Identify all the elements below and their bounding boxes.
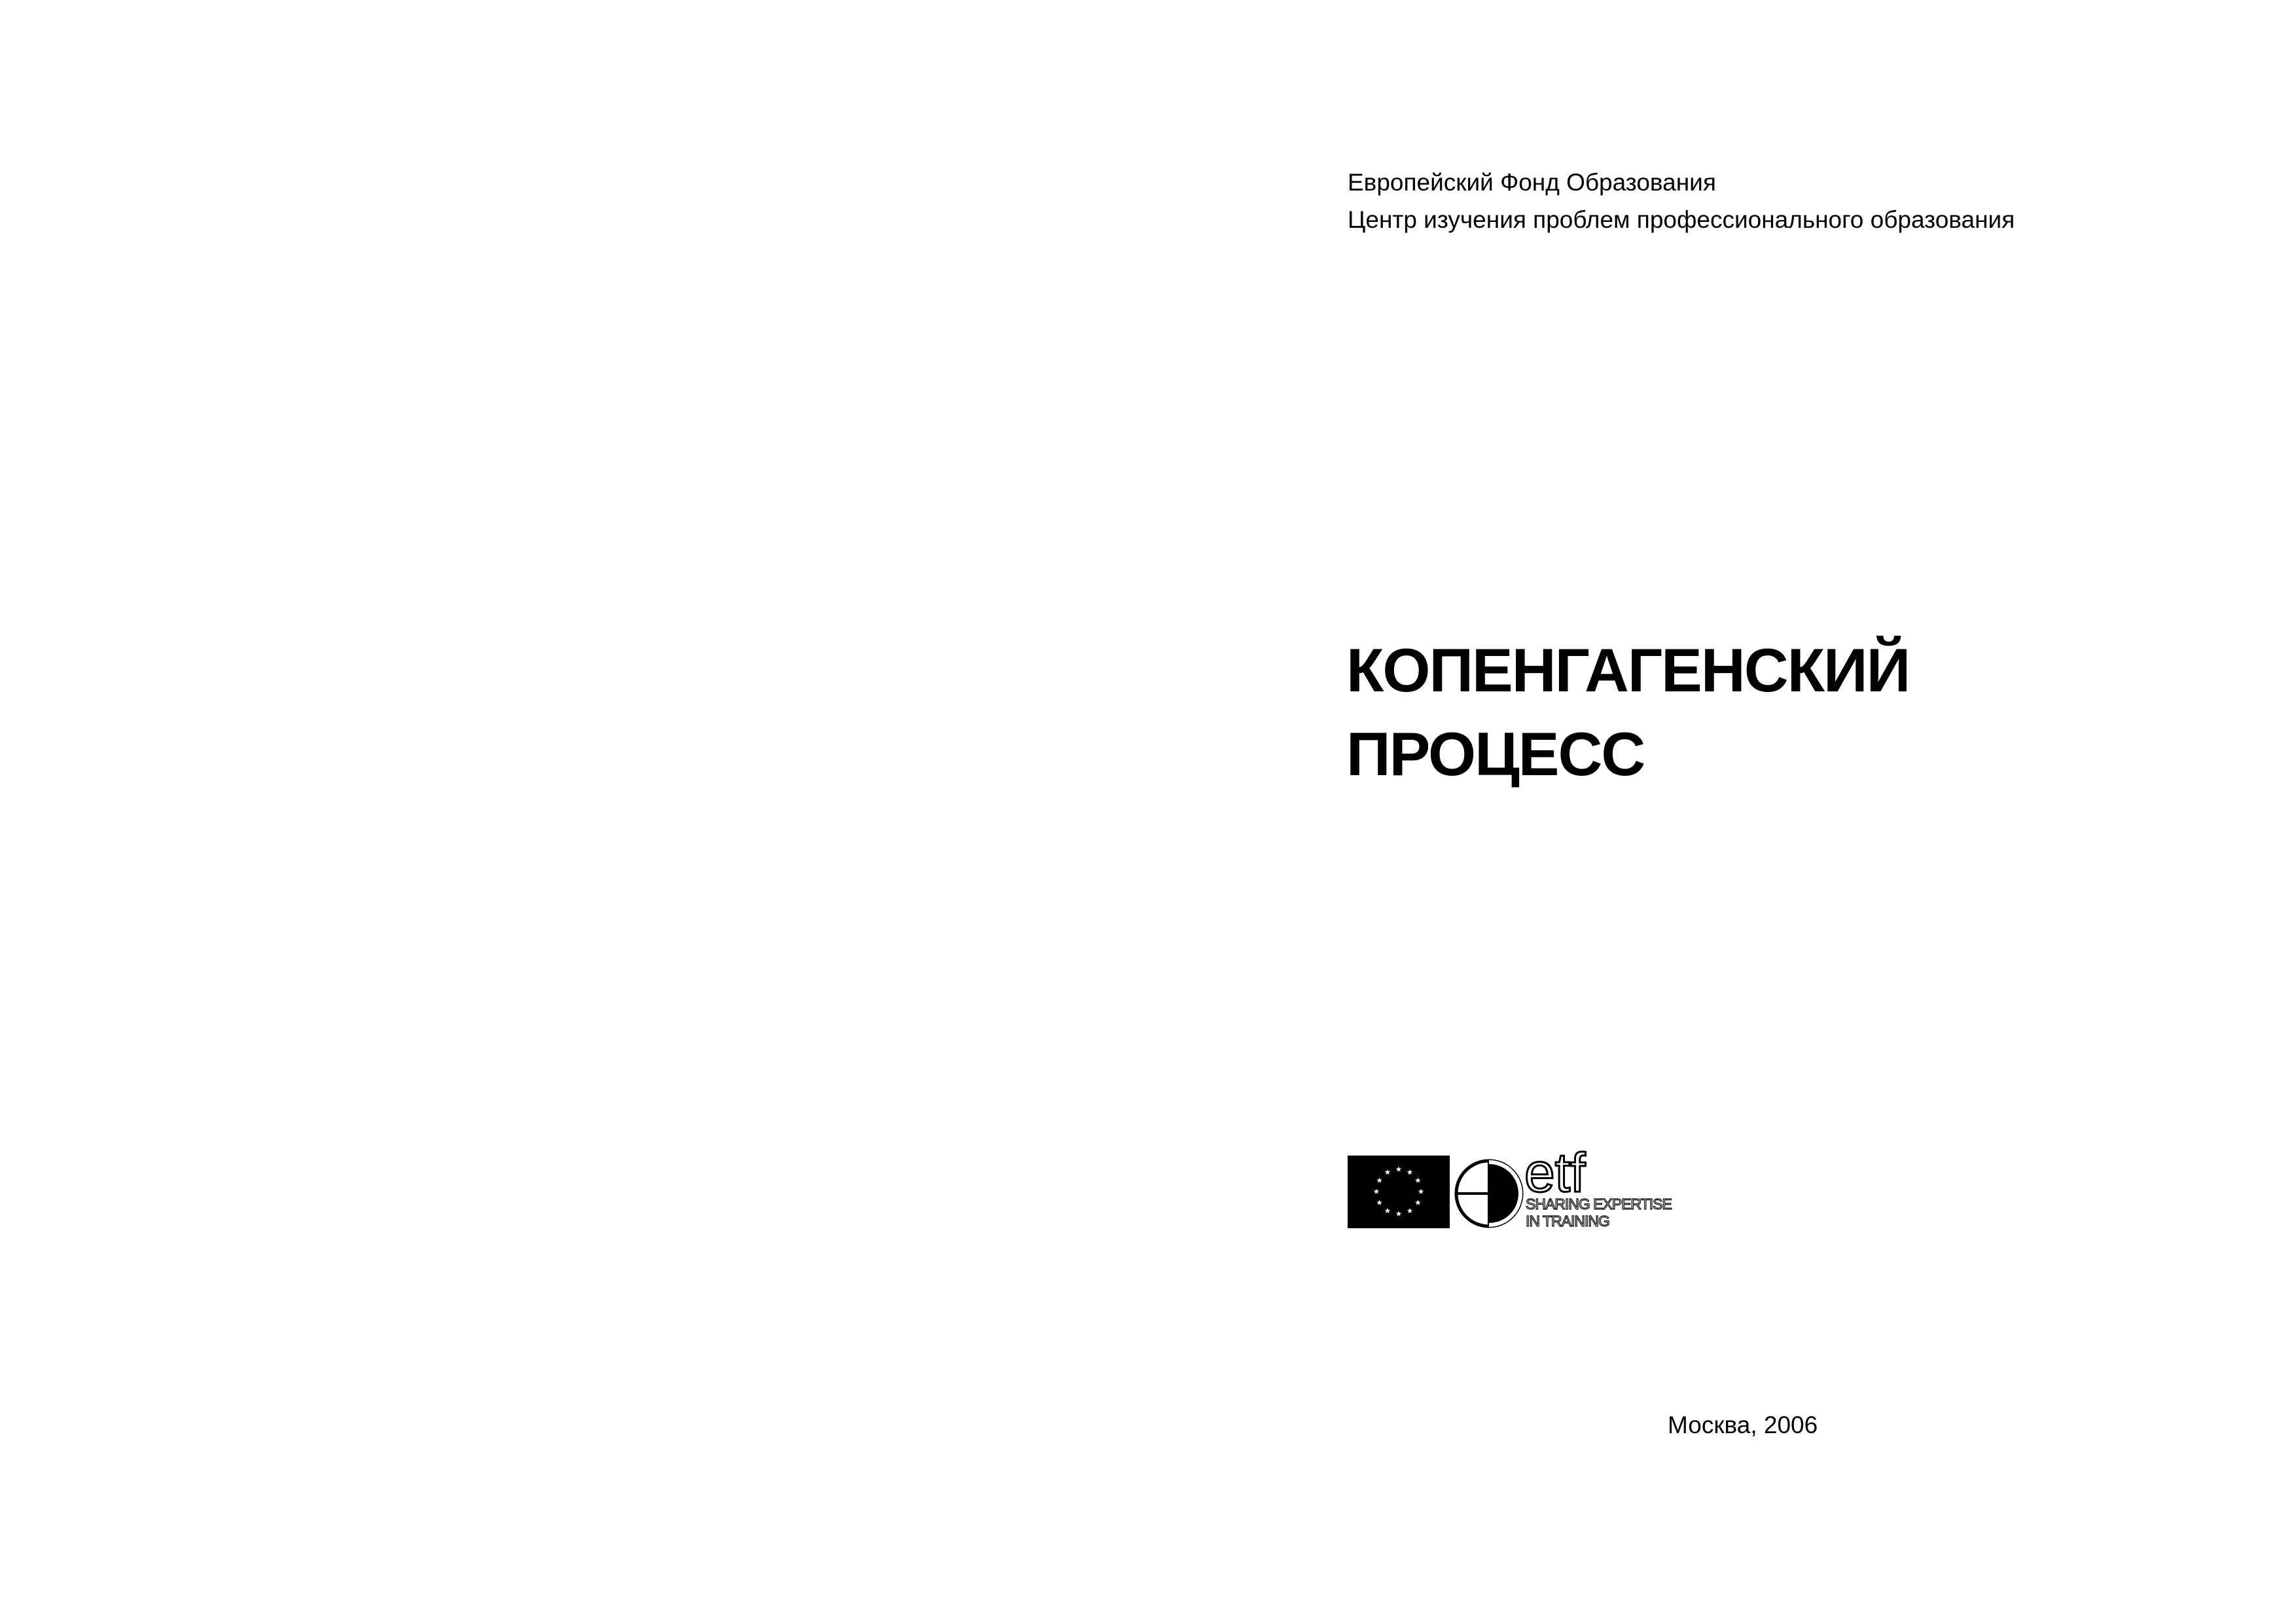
eu-flag-icon xyxy=(1348,1156,1450,1228)
book-title xyxy=(1346,629,1909,796)
publisher-logos xyxy=(1348,1136,1701,1241)
eu-star-icon xyxy=(1385,1169,1391,1175)
title-page xyxy=(1148,0,2296,1623)
eu-star-icon xyxy=(1396,1167,1402,1172)
svg-text:SHARING EXPERTISE: SHARING EXPERTISE xyxy=(1526,1195,1672,1213)
svg-text:etf: etf xyxy=(1524,1142,1586,1203)
imprint-city-year: Москва, 2006 xyxy=(1668,1412,1818,1438)
organization-name-1: Европейский Фонд Образования xyxy=(1348,169,1716,196)
organization-name-2: Центр изучения проблем профессионального образования xyxy=(1348,206,2015,233)
eu-star-icon xyxy=(1374,1189,1380,1194)
eu-star-icon xyxy=(1396,1211,1402,1216)
eu-star-icon xyxy=(1418,1189,1424,1194)
eu-star-icon xyxy=(1407,1169,1413,1175)
svg-text:IN TRAINING: IN TRAINING xyxy=(1526,1213,1609,1230)
book-title-line-2: ПРОЦЕСС xyxy=(1346,720,1645,788)
etf-logo-icon xyxy=(1452,1136,1701,1241)
eu-star-icon xyxy=(1407,1208,1413,1213)
book-title-line-1: КОПЕНГАГЕНСКИЙ xyxy=(1346,636,1910,704)
eu-star-icon xyxy=(1385,1208,1391,1213)
eu-star-icon xyxy=(1376,1200,1382,1205)
eu-star-icon xyxy=(1415,1200,1421,1205)
eu-star-icon xyxy=(1415,1178,1421,1183)
eu-star-icon xyxy=(1376,1178,1382,1183)
